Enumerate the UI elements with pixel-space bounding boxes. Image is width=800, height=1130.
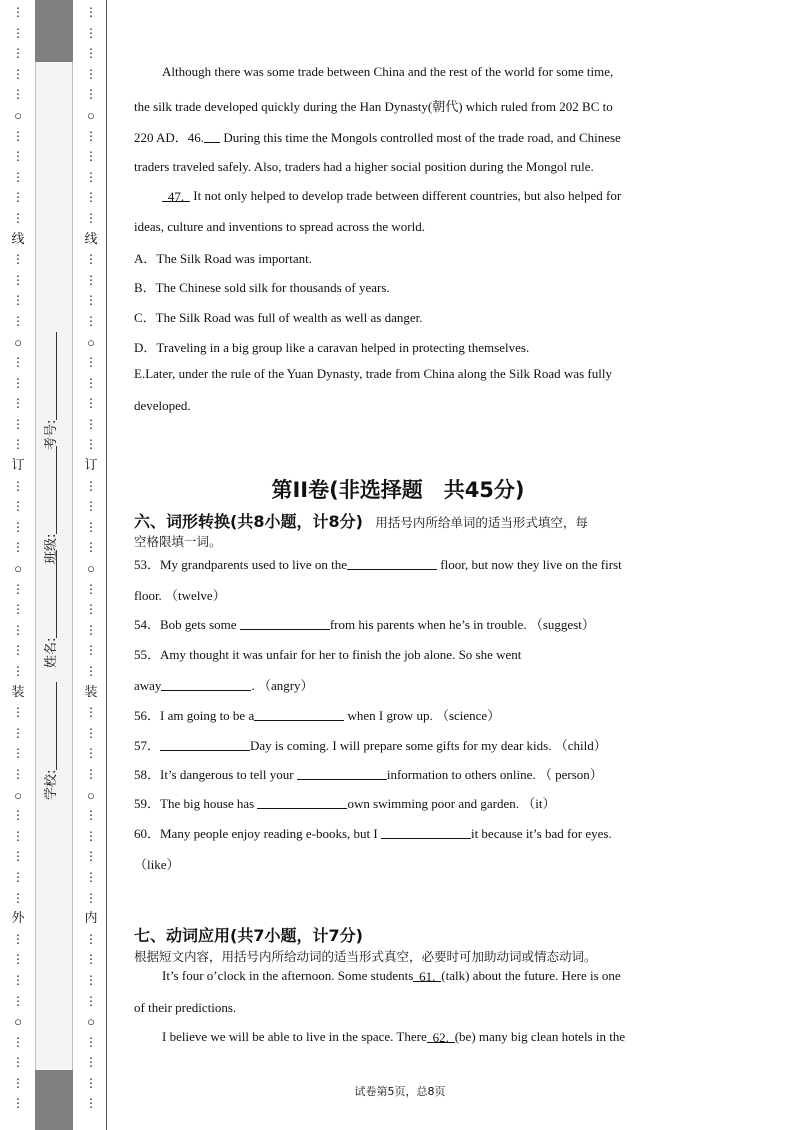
answer-blank-47[interactable]: 47. [162,189,190,202]
seal-dots: ⋮ [12,313,24,328]
seal-dots: ⋮ [85,746,97,761]
seal-dots: ⋮ [85,849,97,864]
part-6-header [134,509,588,532]
seal-dots: ⋮ [12,25,24,40]
seal-dots: ⋮ [85,169,97,184]
option-e: developed. [134,398,191,413]
seal-dots: ⋮ [85,210,97,225]
answer-blank-58[interactable] [297,767,387,780]
seal-dots: ⋮ [85,396,97,411]
seal-dots: ⋮ [85,66,97,81]
seal-label: 装 [11,684,25,700]
seal-dots: ⋮ [85,437,97,452]
answer-blank-61[interactable]: 61. [413,969,441,982]
exam-number-field[interactable]: 考号: [40,332,59,450]
seal-dots: ⋮ [12,1075,24,1090]
seal-dots: ⋮ [85,375,97,390]
option-b: B．The Chinese sold silk for thousands of years. [134,280,390,295]
seal-dots: ⋮ [85,87,97,102]
seal-dots: ⋮ [12,272,24,287]
question-60: 60．Many people enjoy reading e-books, but I it because it’s bad for eyes. [134,826,612,841]
question-60: （like） [134,857,180,872]
seal-dots: ⋮ [85,643,97,658]
seal-dots: ⋮ [12,46,24,61]
seal-dots: ⋮ [12,128,24,143]
student-info-fields [40,0,66,800]
seal-dots: ⋮ [12,437,24,452]
seal-dots: ⋮ [12,581,24,596]
reading-paragraph-1: the silk trade developed quickly during the Han Dynasty(朝代) which ruled from 202 BC to [134,99,613,114]
reading-paragraph-1: 220 AD．46. During this time the Mongols controlled most of the trade road, and Chinese [134,130,621,145]
seal-dots: ⋮ [12,993,24,1008]
seal-dots: ⋮ [12,396,24,411]
seal-dots: ⋮ [12,66,24,81]
question-54: 54．Bob gets some from his parents when he’s in trouble. （suggest） [134,617,595,632]
option-a: A．The Silk Road was important. [134,251,313,266]
seal-dots: ⋮ [12,375,24,390]
seal-dots: ⋮ [12,478,24,493]
name-field[interactable]: 姓名: [40,550,59,668]
seal-dots: ⋮ [12,190,24,205]
part-6-instruction: 用括号内所给单词的适当形式填空，每 [362,515,588,530]
question-57: 57． Day is coming. I will prepare some gifts for my dear kids. （child） [134,738,607,753]
seal-dots: ⋮ [12,1055,24,1070]
seal-dots: ⋮ [85,46,97,61]
seal-dots: ⋮ [85,972,97,987]
seal-dots: ⋮ [12,931,24,946]
margin-strip-bottom [35,1070,73,1130]
seal-dots: ⋮ [85,766,97,781]
seal-dots: ⋮ [85,808,97,823]
seal-circle-icon: ○ [14,561,22,577]
seal-dots: ⋮ [12,87,24,102]
seal-dots: ⋮ [85,190,97,205]
seal-circle-icon: ○ [14,787,22,803]
passage-paragraph-1: of their predictions. [134,1000,237,1015]
section-2-title: 第II卷(非选择题 共45分) [271,478,525,502]
seal-dots: ⋮ [12,664,24,678]
seal-label: 外 [11,911,25,927]
page-footer: 试卷第5页，总8页 [354,1085,446,1098]
seal-label: 线 [84,231,98,247]
seal-dots: ⋮ [85,5,97,19]
answer-blank-46[interactable] [204,130,220,143]
seal-dots: ⋮ [12,1034,24,1049]
seal-dots: ⋮ [85,1055,97,1070]
inner-seal-line [81,6,101,1126]
seal-dots: ⋮ [85,540,97,555]
question-56: 56．I am going to be a when I grow up. （science） [134,708,501,723]
seal-circle-icon: ○ [14,107,22,123]
seal-dots: ⋮ [12,890,24,905]
seal-dots: ⋮ [85,993,97,1008]
option-e: E.Later, under the rule of the Yuan Dynasty, trade from China along the Silk Road was fully [134,366,612,381]
seal-dots: ⋮ [12,766,24,781]
answer-blank-55[interactable] [161,678,251,691]
seal-dots: ⋮ [85,664,97,678]
seal-dots: ⋮ [85,25,97,40]
seal-circle-icon: ○ [87,107,95,123]
seal-dots: ⋮ [85,890,97,905]
answer-blank-56[interactable] [254,708,344,721]
binding-margin [0,0,108,1130]
seal-dots: ⋮ [85,931,97,946]
reading-paragraph-1: Although there was some trade between China and the rest of the world for some time, [162,64,614,79]
seal-dots: ⋮ [85,128,97,143]
option-c: C．The Silk Road was full of wealth as well as danger. [134,310,423,325]
passage-paragraph-1: It’s four o’clock in the afternoon. Some students 61. (talk) about the future. Here is one [162,968,621,984]
seal-dots: ⋮ [12,169,24,184]
seal-dots: ⋮ [85,602,97,617]
seal-dots: ⋮ [12,149,24,164]
answer-blank-59[interactable] [257,796,347,809]
question-59: 59．The big house has own swimming poor and garden. （it） [134,796,556,811]
seal-dots: ⋮ [12,540,24,555]
part-7-header [134,923,363,946]
seal-dots: ⋮ [85,478,97,493]
seal-circle-icon: ○ [87,561,95,577]
part-7-heading: 七、动词应用(共7小题，计7分) [134,926,363,945]
seal-dots: ⋮ [85,725,97,740]
school-field[interactable]: 学校: [40,682,59,800]
option-d: D．Traveling in a big group like a caravan helped in protecting themselves. [134,340,530,355]
seal-dots: ⋮ [12,952,24,967]
seal-dots: ⋮ [85,1034,97,1049]
seal-dots: ⋮ [85,416,97,431]
outer-seal-line [8,6,28,1126]
reading-paragraph-1: traders traveled safely. Also, traders had a higher social position during the Mongol rule. [134,159,594,174]
seal-circle-icon: ○ [14,334,22,350]
seal-dots: ⋮ [12,828,24,843]
seal-dots: ⋮ [12,705,24,720]
seal-dots: ⋮ [12,499,24,514]
seal-dots: ⋮ [85,499,97,514]
seal-dots: ⋮ [12,972,24,987]
question-53: 53．My grandparents used to live on the floor, but now they live on the first [134,557,622,572]
seal-dots: ⋮ [85,355,97,370]
class-field[interactable]: 班级: [40,446,59,564]
seal-dots: ⋮ [12,252,24,267]
question-55: 55．Amy thought it was unfair for her to finish the job alone. So she went [134,647,522,662]
reading-paragraph-2: 47. It not only helped to develop trade between different countries, but also helped for [134,188,621,204]
seal-dots: ⋮ [85,581,97,596]
part-7-instruction: 根据短文内容，用括号内所给动词的适当形式真空，必要时可加助动词或情态动词。 [134,949,597,964]
seal-dots: ⋮ [85,313,97,328]
seal-dots: ⋮ [85,952,97,967]
seal-dots: ⋮ [12,1096,24,1111]
reading-paragraph-2: ideas, culture and inventions to spread across the world. [134,219,425,234]
seal-dots: ⋮ [85,828,97,843]
seal-dots: ⋮ [12,746,24,761]
seal-dots: ⋮ [85,622,97,637]
seal-dots: ⋮ [85,869,97,884]
seal-label: 装 [84,684,98,700]
seal-dots: ⋮ [85,252,97,267]
question-55: away . （angry） [134,678,314,693]
seal-dots: ⋮ [12,519,24,534]
question-58: 58．It’s dangerous to tell your information to others online. （ person） [134,767,603,782]
seal-label: 订 [84,458,98,474]
seal-dots: ⋮ [12,622,24,637]
seal-dots: ⋮ [12,602,24,617]
answer-blank-54[interactable] [240,617,330,630]
seal-dots: ⋮ [12,293,24,308]
seal-dots: ⋮ [12,643,24,658]
seal-dots: ⋮ [12,725,24,740]
seal-dots: ⋮ [12,355,24,370]
seal-dots: ⋮ [85,149,97,164]
seal-dots: ⋮ [12,416,24,431]
seal-dots: ⋮ [85,272,97,287]
seal-circle-icon: ○ [87,1014,95,1030]
seal-label: 内 [84,911,98,927]
answer-blank-62[interactable]: 62. [427,1030,455,1043]
seal-dots: ⋮ [85,1075,97,1090]
seal-dots: ⋮ [12,5,24,19]
answer-blank-60[interactable] [381,826,471,839]
seal-dots: ⋮ [12,869,24,884]
seal-dots: ⋮ [85,1096,97,1111]
seal-dots: ⋮ [12,808,24,823]
seal-circle-icon: ○ [14,1014,22,1030]
seal-label: 订 [11,458,25,474]
seal-dots: ⋮ [85,293,97,308]
seal-dots: ⋮ [12,210,24,225]
seal-dots: ⋮ [12,849,24,864]
question-53: floor. （twelve） [134,588,226,603]
margin-divider [106,0,107,1130]
seal-dots: ⋮ [85,519,97,534]
seal-circle-icon: ○ [87,787,95,803]
part-6-instruction: 空格限填一词。 [134,534,222,549]
answer-blank-53[interactable] [347,557,437,570]
part-6-heading: 六、词形转换(共8小题，计8分) [134,512,363,531]
seal-dots: ⋮ [85,705,97,720]
seal-label: 线 [11,231,25,247]
answer-blank-57[interactable] [160,738,250,751]
passage-paragraph-2: I believe we will be able to live in the space. There 62. (be) many big clean hotels in the [162,1029,626,1045]
seal-circle-icon: ○ [87,334,95,350]
